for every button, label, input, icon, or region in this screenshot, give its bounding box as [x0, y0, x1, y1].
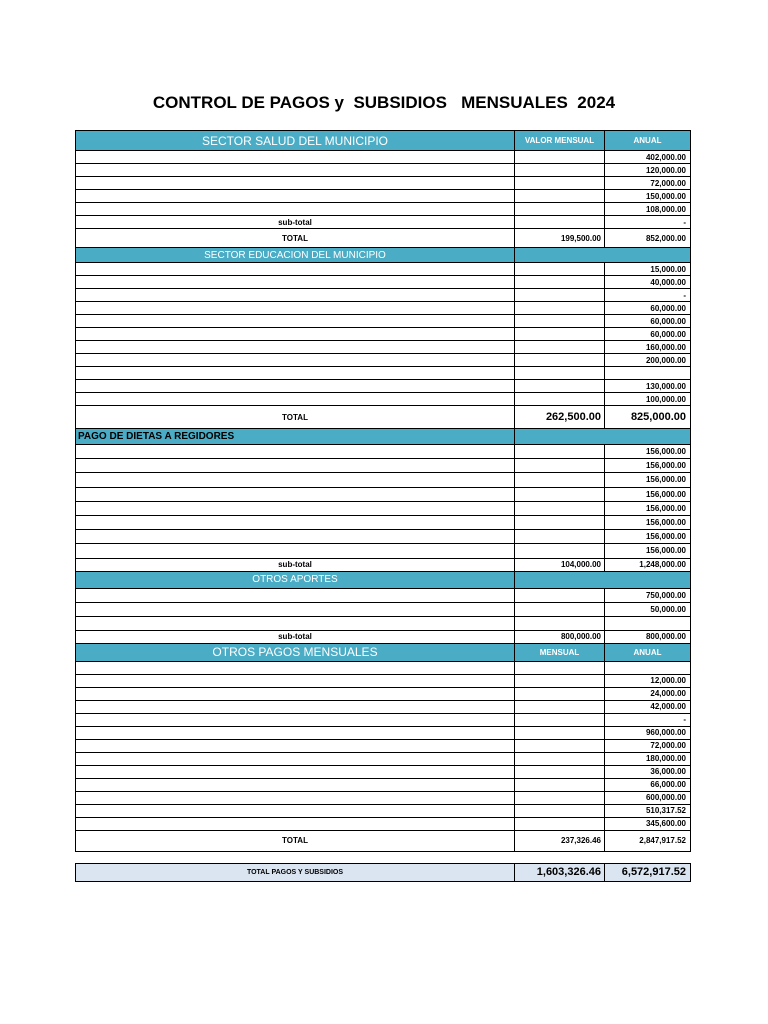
table-row [75, 151, 691, 164]
row-anual: 15,000.00 [650, 264, 686, 274]
row-mensual [515, 488, 605, 501]
row-description [76, 714, 515, 726]
table-row [75, 502, 691, 516]
table-row [75, 792, 691, 805]
row-description [76, 380, 515, 392]
subtotal-row [75, 559, 691, 572]
subtotal-mensual: 800,000.00 [515, 631, 605, 643]
row-mensual [515, 530, 605, 543]
row-anual [605, 367, 690, 379]
row-description [76, 203, 515, 215]
subtotal-row [75, 216, 691, 229]
row-mensual [515, 164, 605, 176]
section-title: OTROS APORTES [76, 572, 515, 588]
row-mensual [515, 367, 605, 379]
table-row [75, 530, 691, 544]
section-title: OTROS PAGOS MENSUALES [76, 644, 515, 661]
row-description [76, 779, 515, 791]
row-anual: 156,000.00 [645, 518, 686, 528]
column-header-mensual: VALOR MENSUAL [515, 131, 605, 150]
row-description [76, 473, 515, 486]
grand-total-label: TOTAL PAGOS Y SUBSIDIOS [76, 864, 515, 881]
row-description [76, 805, 515, 817]
row-description [76, 675, 515, 687]
table-row [75, 190, 691, 203]
row-anual: 345,600.00 [645, 819, 686, 828]
row-anual: 156,000.00 [645, 532, 686, 542]
table-row [75, 544, 691, 558]
row-anual: 120,000.00 [645, 165, 686, 175]
row-mensual [515, 459, 605, 472]
row-anual: 72,000.00 [650, 741, 686, 750]
row-anual: 156,000.00 [645, 489, 686, 499]
row-anual [605, 662, 690, 674]
row-anual: 100,000.00 [645, 394, 686, 404]
row-description [76, 753, 515, 765]
section-rows-aportes [75, 589, 691, 631]
row-mensual [515, 818, 605, 830]
total-mensual: 199,500.00 [515, 229, 605, 247]
row-anual: 72,000.00 [650, 178, 686, 188]
row-mensual [515, 328, 605, 340]
section-header-otros-pagos [75, 644, 691, 662]
table-row [75, 516, 691, 530]
row-mensual [515, 341, 605, 353]
subtotal-label: sub-total [76, 216, 515, 228]
row-mensual [515, 805, 605, 817]
grand-total-row [75, 863, 691, 882]
row-anual: 156,000.00 [645, 461, 686, 471]
table-row [75, 662, 691, 675]
section-title: SECTOR EDUCACION DEL MUNICIPIO [76, 248, 515, 262]
row-mensual [515, 276, 605, 288]
table-row [75, 603, 691, 617]
row-description [76, 289, 515, 301]
row-mensual [515, 502, 605, 515]
row-mensual [515, 302, 605, 314]
row-anual: 66,000.00 [650, 780, 686, 789]
row-anual: 960,000.00 [645, 728, 686, 737]
row-mensual [515, 675, 605, 687]
row-anual: - [683, 715, 686, 724]
row-anual: 402,000.00 [645, 152, 686, 162]
row-mensual [515, 190, 605, 202]
row-mensual [515, 589, 605, 602]
row-anual [605, 617, 690, 630]
row-mensual [515, 151, 605, 163]
total-label: TOTAL [76, 406, 515, 428]
row-mensual [515, 445, 605, 458]
section-header-educacion [75, 248, 691, 263]
row-anual: 156,000.00 [645, 447, 686, 457]
payments-table [75, 130, 691, 882]
row-anual: 156,000.00 [645, 546, 686, 556]
table-row [75, 766, 691, 779]
row-description [76, 177, 515, 189]
row-description [76, 502, 515, 515]
row-mensual [515, 779, 605, 791]
row-mensual [515, 727, 605, 739]
row-mensual [515, 714, 605, 726]
table-row [75, 263, 691, 276]
section-rows-otros-pagos [75, 662, 691, 831]
table-row [75, 445, 691, 459]
row-anual: 60,000.00 [650, 316, 686, 326]
row-mensual [515, 354, 605, 366]
row-mensual [515, 315, 605, 327]
table-row [75, 805, 691, 818]
row-description [76, 263, 515, 275]
table-row [75, 688, 691, 701]
row-mensual [515, 792, 605, 804]
row-description [76, 354, 515, 366]
grand-total-mensual: 1,603,326.46 [515, 864, 605, 881]
row-description [76, 151, 515, 163]
row-description [76, 589, 515, 602]
total-row [75, 831, 691, 852]
table-row [75, 753, 691, 766]
row-mensual [515, 203, 605, 215]
column-header-anual: ANUAL [633, 647, 662, 657]
total-anual: 2,847,917.52 [639, 836, 686, 845]
section-header-salud [75, 130, 691, 151]
table-row [75, 779, 691, 792]
row-description [76, 544, 515, 557]
section-title: PAGO DE DIETAS A REGIDORES [76, 429, 515, 444]
row-description [76, 190, 515, 202]
row-description [76, 701, 515, 713]
row-mensual [515, 603, 605, 616]
row-description [76, 603, 515, 616]
row-anual: 50,000.00 [650, 604, 686, 614]
table-row [75, 459, 691, 473]
subtotal-anual: 1,248,000.00 [639, 560, 686, 569]
row-description [76, 516, 515, 529]
column-header-mensual: MENSUAL [515, 644, 605, 661]
section-header-aportes [75, 572, 691, 589]
row-anual: 108,000.00 [645, 204, 686, 214]
subtotal-anual: 800,000.00 [645, 632, 686, 641]
row-mensual [515, 177, 605, 189]
subtotal-label: sub-total [76, 631, 515, 643]
total-row [75, 229, 691, 248]
row-description [76, 818, 515, 830]
row-anual: 42,000.00 [650, 702, 686, 711]
row-mensual [515, 263, 605, 275]
row-mensual [515, 753, 605, 765]
row-mensual [515, 662, 605, 674]
row-mensual [515, 380, 605, 392]
row-anual: 60,000.00 [650, 303, 686, 313]
row-description [76, 276, 515, 288]
row-description [76, 445, 515, 458]
table-row [75, 473, 691, 487]
row-description [76, 792, 515, 804]
row-description [76, 459, 515, 472]
total-mensual: 237,326.46 [515, 831, 605, 851]
table-row [75, 701, 691, 714]
row-mensual [515, 766, 605, 778]
row-anual: 60,000.00 [650, 329, 686, 339]
row-description [76, 617, 515, 630]
row-mensual [515, 617, 605, 630]
header-blank [515, 248, 605, 262]
row-anual: 130,000.00 [645, 381, 686, 391]
section-rows-salud [75, 151, 691, 216]
row-description [76, 315, 515, 327]
table-row [75, 276, 691, 289]
row-mensual [515, 544, 605, 557]
row-description [76, 662, 515, 674]
table-row [75, 675, 691, 688]
header-blank [515, 572, 605, 588]
row-description [76, 530, 515, 543]
row-anual: 156,000.00 [645, 503, 686, 513]
row-description [76, 688, 515, 700]
subtotal-row [75, 631, 691, 644]
row-mensual [515, 740, 605, 752]
row-mensual [515, 516, 605, 529]
row-anual: 156,000.00 [645, 475, 686, 485]
table-row [75, 818, 691, 831]
table-row [75, 714, 691, 727]
row-description [76, 727, 515, 739]
total-label: TOTAL [76, 229, 515, 247]
row-anual: 510,317.52 [645, 806, 686, 815]
row-description [76, 740, 515, 752]
total-label: TOTAL [76, 831, 515, 851]
total-mensual: 262,500.00 [515, 406, 605, 428]
header-blank [605, 248, 690, 262]
table-row [75, 315, 691, 328]
row-description [76, 766, 515, 778]
table-row [75, 354, 691, 367]
subtotal-mensual: 104,000.00 [515, 559, 605, 571]
row-mensual [515, 289, 605, 301]
subtotal-anual: - [683, 217, 686, 227]
header-blank [605, 429, 690, 444]
row-anual: 600,000.00 [645, 793, 686, 802]
column-header-anual: ANUAL [633, 136, 662, 145]
row-anual: 36,000.00 [650, 767, 686, 776]
table-row [75, 177, 691, 190]
total-anual: 852,000.00 [645, 233, 686, 243]
row-description [76, 488, 515, 501]
row-anual: 150,000.00 [645, 191, 686, 201]
section-rows-dietas [75, 445, 691, 559]
table-row [75, 302, 691, 315]
section-title: SECTOR SALUD DEL MUNICIPIO [76, 131, 515, 150]
row-mensual [515, 701, 605, 713]
table-row [75, 393, 691, 406]
spacer [75, 852, 691, 863]
total-row [75, 406, 691, 429]
table-row [75, 367, 691, 380]
grand-total-anual: 6,572,917.52 [621, 866, 686, 878]
row-anual: 24,000.00 [650, 689, 686, 698]
table-row [75, 328, 691, 341]
row-anual: 12,000.00 [650, 676, 686, 685]
row-description [76, 393, 515, 405]
row-anual: 160,000.00 [645, 342, 686, 352]
subtotal-label: sub-total [76, 559, 515, 571]
section-header-dietas [75, 429, 691, 445]
table-row [75, 488, 691, 502]
header-blank [605, 572, 690, 588]
subtotal-mensual [515, 216, 605, 228]
row-mensual [515, 688, 605, 700]
table-row [75, 203, 691, 216]
row-mensual [515, 393, 605, 405]
table-row [75, 727, 691, 740]
row-description [76, 367, 515, 379]
row-anual: 750,000.00 [645, 590, 686, 600]
row-mensual [515, 473, 605, 486]
table-row [75, 740, 691, 753]
total-anual: 825,000.00 [630, 411, 686, 423]
row-description [76, 328, 515, 340]
row-description [76, 302, 515, 314]
row-anual: 200,000.00 [645, 355, 686, 365]
row-description [76, 341, 515, 353]
section-rows-educacion [75, 263, 691, 406]
table-row [75, 380, 691, 393]
table-row [75, 289, 691, 302]
row-anual: - [683, 290, 686, 300]
table-row [75, 341, 691, 354]
page-title: CONTROL DE PAGOS y SUBSIDIOS MENSUALES 2024 [152, 93, 616, 112]
header-blank [515, 429, 605, 444]
row-anual: 180,000.00 [645, 754, 686, 763]
row-anual: 40,000.00 [650, 277, 686, 287]
table-row [75, 617, 691, 631]
table-row [75, 589, 691, 603]
table-row [75, 164, 691, 177]
row-description [76, 164, 515, 176]
